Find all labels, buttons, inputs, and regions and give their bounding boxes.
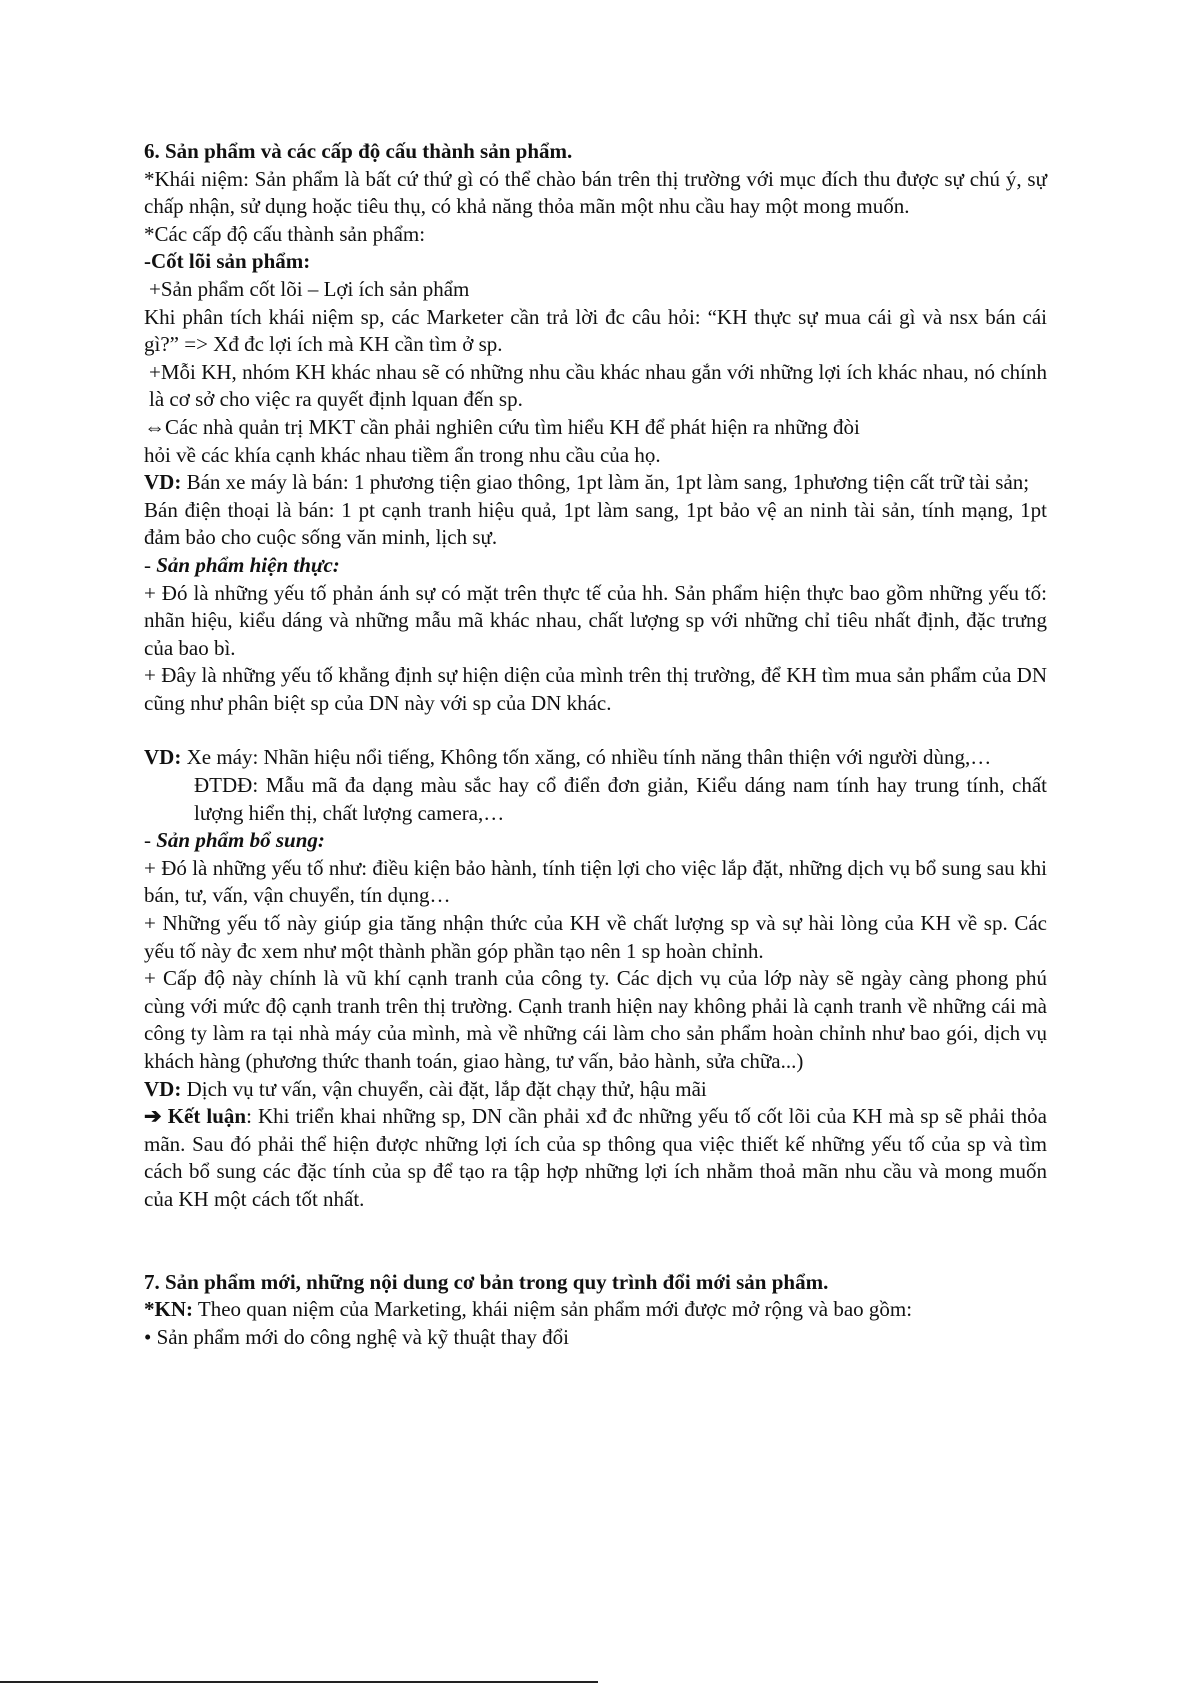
- section-7-bullet-1: • Sản phẩm mới do công nghệ và kỹ thuật thay đổi: [144, 1324, 569, 1349]
- augmented-dash: -: [144, 828, 157, 853]
- core-paragraph-2: +Mỗi KH, nhóm KH khác nhau sẽ có những nhu cầu khác nhau gắn với những lợi ích khác nhau, nó chính là cơ sở cho việc ra quyết định lquan đến sp.: [149, 359, 1047, 412]
- footer-rule: [0, 1681, 598, 1683]
- paragraph-gap: [144, 717, 1047, 744]
- augmented-paragraph-3: + Cấp độ này chính là vũ khí cạnh tranh của công ty. Các dịch vụ của lớp này sẽ ngày càng phong phú cùng với mức độ cạnh tranh trên thị trường. Cạnh tranh hiện nay không phải là cạnh tranh về những cái mà công ty làm ra tại nhà máy của mình, mà về những cái làm cho sản phẩm hoàn chỉnh như bao gói, dịch vụ khách hàng (phương thức thanh toán, giao hàng, tư vấn, bảo hành, sửa chữa...): [144, 966, 1047, 1073]
- core-example-1-text: Bán xe máy là bán: 1 phương tiện giao thông, 1pt làm ăn, 1pt làm sang, 1phương tiện cất trữ tài sản;: [181, 470, 1030, 495]
- section-7-concept: [144, 1296, 1047, 1324]
- core-product-heading: -Cốt lõi sản phẩm:: [144, 249, 311, 274]
- section-6-concept: *Khái niệm: Sản phẩm là bất cứ thứ gì có thể chào bán trên thị trường với mục đích thu được sự chú ý, sự chấp nhận, sử dụng hoặc tiêu thụ, có khả năng thỏa mãn một nhu cầu hay một mong muốn.: [144, 166, 1047, 219]
- actual-example-1: [144, 744, 1047, 772]
- augmented-example-1: [144, 1076, 1047, 1104]
- actual-paragraph-1: + Đó là những yếu tố phản ánh sự có mặt trên thực tế của hh. Sản phẩm hiện thực bao gồm những yếu tố: nhãn hiệu, kiểu dáng và những mẫu mã khác nhau, chất lượng sp với những chỉ tiêu nhất định, đặc trưng của bao bì.: [144, 580, 1047, 660]
- core-example-1: [144, 469, 1047, 497]
- augmented-paragraph-1: + Đó là những yếu tố như: điều kiện bảo hành, tính tiện lợi cho việc lắp đặt, những dịch vụ bổ sung sau khi bán, tư, vấn, vận chuyển, tín dụng…: [144, 855, 1047, 908]
- augmented-heading-text: Sản phẩm bổ sung:: [156, 828, 325, 853]
- actual-example-2: ĐTDĐ: Mẫu mã đa dạng màu sắc hay cổ điển đơn giản, Kiểu dáng nam tính hay trung tính, chất lượng hiển thị, chất lượng camera,…: [194, 773, 1047, 825]
- actual-heading-text: Sản phẩm hiện thực:: [156, 552, 340, 577]
- core-product-subheading: +Sản phẩm cốt lõi – Lợi ích sản phẩm: [149, 276, 470, 301]
- arrow-icon: ➔: [144, 1104, 168, 1129]
- kn-text: Theo quan niệm của Marketing, khái niệm sản phẩm mới được mở rộng và bao gồm:: [193, 1297, 913, 1322]
- actual-paragraph-2: + Đây là những yếu tố khẳng định sự hiện diện của mình trên thị trường, để KH tìm mua sản phẩm của DN cũng như phân biệt sp của DN này với sp của DN khác.: [144, 663, 1047, 715]
- example-label: VD:: [144, 470, 182, 495]
- core-paragraph-3b: hỏi về các khía cạnh khác nhau tiềm ẩn trong nhu cầu của họ.: [144, 442, 661, 467]
- example-label: VD:: [144, 1076, 182, 1101]
- conclusion-label: Kết luận: [167, 1104, 247, 1129]
- actual-dash: -: [144, 552, 157, 577]
- augmented-product-heading: [144, 827, 1047, 855]
- core-paragraph-3a: ⇔Các nhà quản trị MKT cần phải nghiên cứu tìm hiểu KH để phát hiện ra những đòi: [144, 414, 860, 439]
- core-example-2: Bán điện thoại là bán: 1 pt cạnh tranh hiệu quả, 1pt làm sang, 1pt bảo vệ an ninh tài sản, tính mạng, 1pt đảm bảo cho cuộc sống văn minh, lịch sự.: [144, 497, 1047, 550]
- section-gap: [144, 1214, 1047, 1269]
- augmented-example-1-text: Dịch vụ tư vấn, vận chuyển, cài đặt, lắp đặt chạy thử, hậu mãi: [181, 1076, 707, 1101]
- augmented-paragraph-2: + Những yếu tố này giúp gia tăng nhận thức của KH về chất lượng sp và sự hài lòng của KH về sp. Các yếu tố này đc xem như một thành phần góp phần tạo nên 1 sp hoàn chỉnh.: [144, 911, 1047, 963]
- conclusion-paragraph: [144, 1103, 1047, 1213]
- section-6-heading: 6. Sản phẩm và các cấp độ cấu thành sản phẩm.: [144, 139, 573, 163]
- levels-intro: *Các cấp độ cấu thành sản phẩm:: [144, 221, 426, 246]
- actual-example-1-text: Xe máy: Nhãn hiệu nổi tiếng, Không tốn xăng, có nhiều tính năng thân thiện với người dùng,…: [181, 745, 992, 770]
- core-paragraph-1: Khi phân tích khái niệm sp, các Marketer cần trả lời đc câu hỏi: “KH thực sự mua cái gì và nsx bán cái gì?” => Xđ đc lợi ích mà KH cần tìm ở sp.: [144, 304, 1047, 357]
- conclusion-text: : Khi triển khai những sp, DN cần phải xđ đc những yếu tố cốt lõi của KH mà sp sẽ phải thỏa mãn. Sau đó phải thể hiện được những lợi ích của sp thông qua việc thiết kế những yếu tố của sp và tìm cách bổ sung các đặc tính của sp để tạo ra tập hợp những lợi ích nhằm thoả mãn nhu cầu và mong muốn của KH một cách tốt nhất.: [144, 1104, 1047, 1211]
- section-7-heading: 7. Sản phẩm mới, những nội dung cơ bản trong quy trình đổi mới sản phẩm.: [144, 1269, 829, 1294]
- kn-label: *KN:: [144, 1297, 193, 1322]
- example-label: VD:: [144, 745, 182, 770]
- document-page: [144, 138, 1047, 1351]
- actual-product-heading: [144, 552, 1047, 580]
